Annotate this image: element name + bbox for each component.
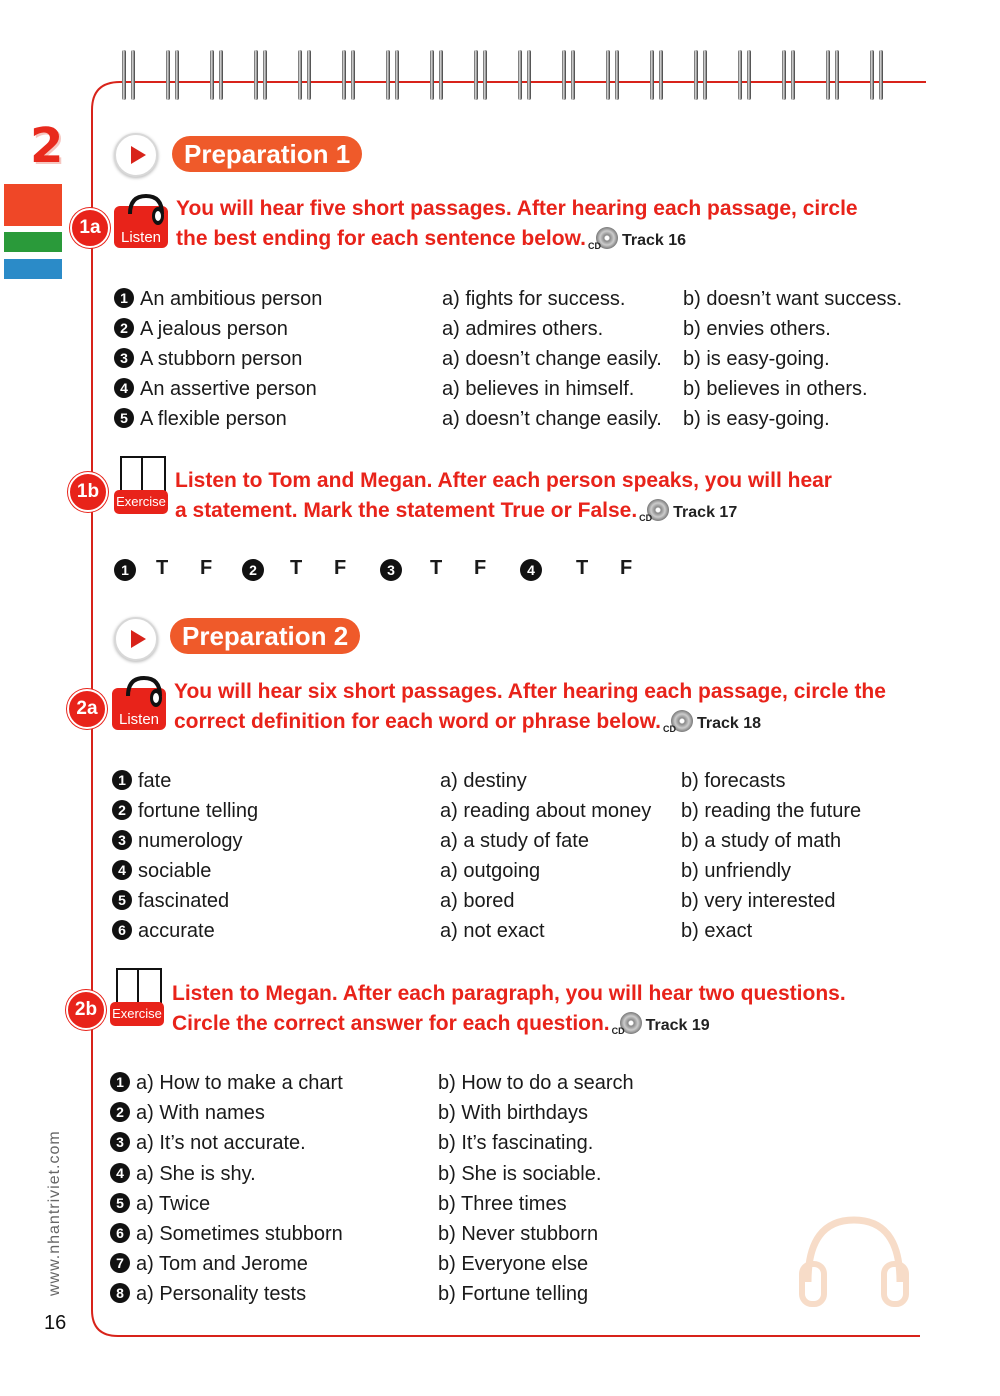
list-item [114, 406, 287, 432]
spiral-ring [474, 50, 488, 100]
false-option[interactable]: F [474, 557, 487, 579]
section-2a-label: 2a [67, 689, 107, 729]
instruction-2a [174, 677, 886, 739]
instruction-2a-line2: correct definition for each word or phrase below. [174, 710, 661, 733]
option-a[interactable]: a) outgoing [440, 860, 541, 882]
item-stem: A flexible person [140, 408, 287, 430]
item-number: 5 [110, 1193, 130, 1213]
instruction-1b-line1: Listen to Tom and Megan. After each person speaks, you will hear [175, 469, 832, 492]
option-b[interactable]: b) a study of math [681, 830, 842, 852]
option-b[interactable]: b) very interested [681, 890, 836, 912]
preparation-1-title: Preparation 1 [172, 136, 362, 172]
item-number: 6 [110, 1223, 130, 1243]
option-b[interactable]: b) How to do a search [438, 1072, 634, 1094]
list-item [110, 1070, 343, 1096]
option-a[interactable]: a) a study of fate [440, 830, 589, 852]
spiral-ring [342, 50, 356, 100]
chapter-tab-blue [4, 259, 62, 279]
option-b[interactable]: b) It’s fascinating. [438, 1132, 594, 1155]
true-option[interactable]: T [430, 557, 443, 579]
spiral-ring [386, 50, 400, 100]
spiral-ring [518, 50, 532, 100]
tf-item-number: 1 [114, 559, 136, 581]
chapter-tab-green [4, 232, 62, 252]
listen-icon-label: Listen [120, 229, 162, 246]
option-a[interactable]: a) bored [440, 890, 515, 912]
option-b[interactable]: b) reading the future [681, 800, 862, 822]
option-b[interactable]: b) Fortune telling [438, 1283, 589, 1306]
chapter-number: 2 [30, 118, 64, 174]
instruction-1a-line1: You will hear five short passages. After hearing each passage, circle [176, 197, 858, 220]
option-a[interactable]: a) fights for success. [442, 288, 626, 310]
item-number: 8 [110, 1283, 130, 1303]
headphones-watermark-icon [796, 1212, 912, 1308]
spiral-ring [606, 50, 620, 100]
list-item [114, 286, 322, 312]
option-b[interactable]: b) doesn’t want success. [683, 288, 902, 310]
item-stem: fate [138, 770, 172, 792]
item-number: 1 [114, 288, 134, 308]
option-b[interactable]: b) Everyone else [438, 1253, 589, 1276]
instruction-1b [175, 466, 832, 528]
instruction-1b-line2: a statement. Mark the statement True or False. [175, 499, 638, 522]
item-number: 3 [114, 348, 134, 368]
instruction-2b [172, 979, 846, 1041]
cd-icon: CD [620, 1012, 642, 1034]
option-a[interactable]: a) doesn’t change easily. [442, 348, 662, 370]
option-a[interactable]: a) Personality tests [136, 1283, 307, 1306]
true-option[interactable]: T [156, 557, 169, 579]
item-number: 5 [112, 890, 132, 910]
exercise-icon [110, 968, 164, 1024]
spiral-ring [562, 50, 576, 100]
false-option[interactable]: F [200, 557, 213, 579]
list-item [112, 858, 211, 884]
cd-icon: CD [647, 499, 669, 521]
chapter-tab-red [4, 184, 62, 226]
option-a[interactable]: a) doesn’t change easily. [442, 408, 662, 430]
exercise-icon [114, 456, 168, 512]
spiral-ring [826, 50, 840, 100]
option-b[interactable]: b) Three times [438, 1192, 567, 1215]
list-item [110, 1221, 343, 1247]
item-number: 4 [112, 860, 132, 880]
item-number: 4 [114, 378, 134, 398]
exercise-icon-label: Exercise [110, 1002, 164, 1026]
track-17[interactable]: CD Track 17 [647, 498, 737, 528]
item-stem: An ambitious person [140, 288, 323, 310]
list-item [110, 1281, 306, 1307]
tf-item-number: 3 [380, 559, 402, 581]
option-a[interactable]: a) How to make a chart [136, 1072, 343, 1094]
list-item [112, 888, 229, 914]
item-stem: A stubborn person [140, 348, 303, 370]
list-item [112, 768, 171, 794]
option-b[interactable]: b) With birthdays [438, 1102, 589, 1125]
item-number: 2 [112, 800, 132, 820]
exercise-icon-label: Exercise [114, 490, 168, 514]
listen-icon [112, 674, 166, 730]
option-b[interactable]: b) She is sociable. [438, 1162, 602, 1185]
page-number: 16 [44, 1312, 67, 1334]
preparation-2-title: Preparation 2 [170, 618, 360, 654]
item-number: 3 [110, 1132, 130, 1152]
option-a[interactable]: a) not exact [440, 920, 545, 942]
option-a[interactable]: a) Twice [136, 1192, 211, 1215]
list-item [112, 828, 243, 854]
section-2b-label: 2b [66, 990, 106, 1030]
list-item [110, 1161, 256, 1187]
item-number: 4 [110, 1163, 130, 1183]
option-b[interactable]: b) is easy-going. [683, 408, 830, 430]
play-icon[interactable] [114, 133, 158, 177]
item-stem: A jealous person [140, 318, 288, 340]
true-option[interactable]: T [290, 557, 303, 579]
instruction-2b-line2: Circle the correct answer for each question. [172, 1012, 610, 1035]
list-item [110, 1100, 265, 1126]
spiral-ring [738, 50, 752, 100]
option-a[interactable]: a) With names [136, 1102, 265, 1125]
item-number: 5 [114, 408, 134, 428]
option-a[interactable]: a) admires others. [442, 318, 604, 340]
spiral-ring [430, 50, 444, 100]
track-16[interactable]: CD Track 16 [596, 226, 686, 256]
item-stem: numerology [138, 830, 243, 852]
option-b[interactable]: b) envies others. [683, 318, 831, 340]
option-a[interactable]: a) believes in himself. [442, 378, 635, 400]
section-1b-label: 1b [68, 472, 108, 512]
tf-item-number: 4 [520, 559, 542, 581]
spiral-ring [298, 50, 312, 100]
item-stem: sociable [138, 860, 212, 882]
list-item [112, 918, 215, 944]
track-19[interactable]: CD Track 19 [620, 1011, 710, 1041]
listen-icon-label: Listen [118, 711, 160, 728]
item-stem: An assertive person [140, 378, 317, 400]
false-option[interactable]: F [620, 557, 633, 579]
true-option[interactable]: T [576, 557, 589, 579]
instruction-1a [176, 194, 858, 256]
option-a[interactable]: a) She is shy. [136, 1162, 256, 1185]
item-number: 6 [112, 920, 132, 940]
false-option[interactable]: F [334, 557, 347, 579]
cd-icon: CD [671, 710, 693, 732]
option-b[interactable]: b) unfriendly [681, 860, 792, 882]
item-number: 1 [110, 1072, 130, 1092]
spiral-ring [210, 50, 224, 100]
item-number: 7 [110, 1253, 130, 1273]
spiral-ring [870, 50, 884, 100]
item-stem: accurate [138, 920, 215, 942]
website-url: www.nhantriviet.com [46, 1130, 63, 1296]
cd-icon: CD [596, 227, 618, 249]
list-item [114, 316, 288, 342]
list-item [114, 376, 317, 402]
option-b[interactable]: b) Never stubborn [438, 1223, 599, 1245]
instruction-2b-line1: Listen to Megan. After each paragraph, you will hear two questions. [172, 982, 846, 1005]
spiral-ring [650, 50, 664, 100]
spiral-ring [694, 50, 708, 100]
item-stem: fortune telling [138, 800, 259, 822]
item-number: 2 [110, 1102, 130, 1122]
spiral-ring [166, 50, 180, 100]
list-item [110, 1191, 210, 1217]
listen-icon [114, 192, 168, 248]
option-b[interactable]: b) believes in others. [683, 378, 868, 400]
list-item [114, 346, 302, 372]
spiral-ring [782, 50, 796, 100]
item-number: 1 [112, 770, 132, 790]
option-a[interactable]: a) It’s not accurate. [136, 1132, 306, 1155]
list-item [112, 798, 258, 824]
play-icon[interactable] [114, 617, 158, 661]
tf-item-number: 2 [242, 559, 264, 581]
option-a[interactable]: a) Tom and Jerome [136, 1253, 308, 1276]
option-a[interactable]: a) reading about money [440, 800, 652, 822]
option-b[interactable]: b) exact [681, 920, 753, 942]
track-18[interactable]: CD Track 18 [671, 709, 761, 739]
spiral-ring [254, 50, 268, 100]
item-number: 3 [112, 830, 132, 850]
item-stem: fascinated [138, 890, 230, 912]
item-number: 2 [114, 318, 134, 338]
section-1a-label: 1a [70, 208, 110, 248]
option-a[interactable]: a) destiny [440, 770, 527, 792]
option-b[interactable]: b) forecasts [681, 770, 786, 792]
option-a[interactable]: a) Sometimes stubborn [136, 1223, 343, 1245]
list-item [110, 1251, 308, 1277]
option-b[interactable]: b) is easy-going. [683, 348, 830, 370]
instruction-1a-line2: the best ending for each sentence below. [176, 227, 586, 250]
instruction-2a-line1: You will hear six short passages. After hearing each passage, circle the [174, 680, 886, 703]
spiral-ring [122, 50, 136, 100]
list-item [110, 1130, 306, 1156]
